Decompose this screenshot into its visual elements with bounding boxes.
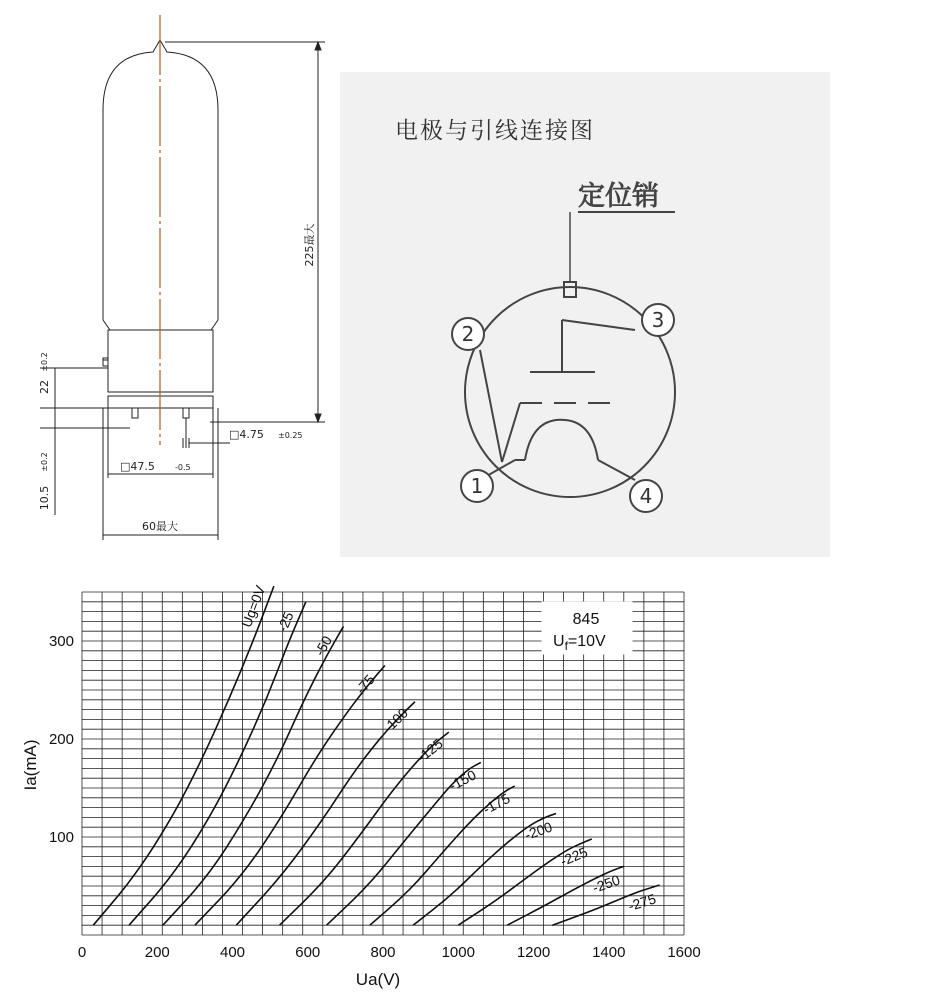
x-tick-label: 1200 <box>516 944 551 961</box>
pin-1-label: 1 <box>470 474 484 498</box>
curve-label: -175 <box>480 790 513 818</box>
x-axis-label: Ua(V) <box>355 970 401 989</box>
pin-length-tol: ±0.2 <box>40 452 49 472</box>
curve-label: -150 <box>446 766 479 794</box>
pin-2-label: 2 <box>461 322 475 346</box>
base-dim-label: 22 <box>38 380 51 394</box>
curve-label: -200 <box>522 818 555 843</box>
y-tick-labels <box>49 633 74 846</box>
x-tick-label: 1400 <box>592 944 626 961</box>
key-label: 定位销 <box>578 181 659 212</box>
height-dim-label: 225最大 <box>303 223 316 267</box>
curve-label: Ug=0V <box>238 583 269 630</box>
pin-left <box>132 408 138 418</box>
tube-model: 845 <box>572 611 600 628</box>
curve-label: -75 <box>352 671 378 698</box>
y-tick-label: 100 <box>48 829 74 846</box>
x-tick-label: 1000 <box>441 944 475 961</box>
curve-label: -275 <box>626 890 658 915</box>
curve-label: -250 <box>590 871 623 896</box>
curve-Ug=0V <box>93 586 274 925</box>
pin-length-label: 10.5 <box>38 485 51 511</box>
filament-voltage-main: U <box>553 633 565 650</box>
x-tick-labels <box>78 944 701 961</box>
y-tick-label: 300 <box>48 633 74 650</box>
x-tick-label: 1600 <box>667 944 701 961</box>
x-tick-label: 400 <box>219 944 246 961</box>
curve-label: -225 <box>557 843 590 870</box>
x-tick-label: 200 <box>144 944 170 961</box>
base-tol-label: ±0.2 <box>40 352 49 372</box>
pin-connection-diagram <box>340 72 830 557</box>
curve--100 <box>236 702 415 925</box>
curve-label: -100 <box>379 704 412 736</box>
filament-voltage-sub: f <box>564 639 568 653</box>
pin-right <box>183 408 189 418</box>
pin-dia-tol: ±0.25 <box>278 431 303 440</box>
y-axis-label: Ia(mA) <box>21 739 40 791</box>
base-width-label: □47.5 <box>120 460 155 473</box>
curve--50 <box>163 626 344 925</box>
tube-outline-drawing <box>0 0 340 560</box>
filament-voltage-rest: =10V <box>567 633 606 650</box>
curve-label: -125 <box>413 735 446 766</box>
x-tick-label: 600 <box>295 944 321 961</box>
pin-dia-label: □4.75 <box>229 428 264 441</box>
bulb-width-label: 60最大 <box>142 520 178 533</box>
y-tick-label: 200 <box>48 731 74 748</box>
plate-characteristics-chart <box>0 580 941 1000</box>
pin-4-label: 4 <box>639 484 653 508</box>
x-tick-label: 0 <box>77 944 87 961</box>
x-tick-label: 800 <box>370 944 396 961</box>
curve-label: -50 <box>311 633 336 659</box>
base-width-tol: -0.5 <box>175 463 191 472</box>
pin-3-label: 3 <box>651 308 665 332</box>
curve-label: -25 <box>273 609 297 635</box>
pin-diagram-title: 电极与引线连接图 <box>395 118 595 144</box>
